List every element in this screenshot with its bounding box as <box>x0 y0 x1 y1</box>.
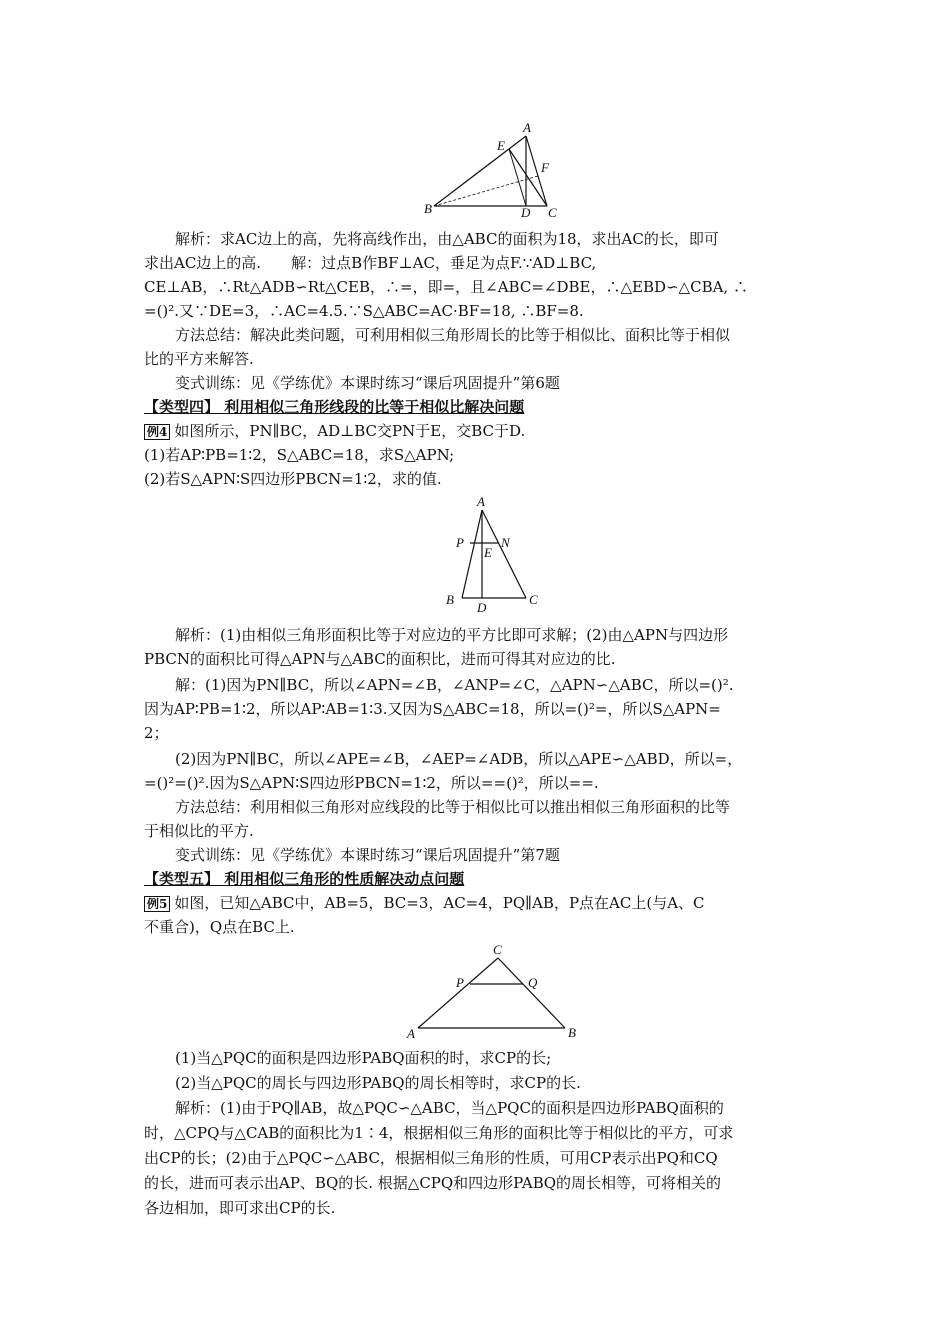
text-line: 不重合)，Q点在BC上. <box>144 918 295 936</box>
text-line: 解：(1)因为PN∥BC，所以∠APN=∠B，∠ANP=∠C，△APN∽△ABC，所以=()². <box>175 676 734 694</box>
section-header-type4: 【类型四】 利用相似三角形线段的比等于相似比解决问题 <box>144 398 525 416</box>
fig1-label-b: B <box>424 201 432 216</box>
fig2-label-e: E <box>484 545 492 560</box>
fig3-label-b: B <box>568 1025 576 1040</box>
text-line: 求出AC边上的高. 解：过点B作BF⊥AC，垂足为点F.∵AD⊥BC, <box>144 254 597 272</box>
text-line: =()²=()².因为S△APN∶S四边形PBCN=1∶2，所以==()²，所以==. <box>144 774 599 792</box>
figure3-svg <box>400 940 590 1042</box>
fig3-label-c: C <box>493 942 502 957</box>
example-4-line <box>144 419 810 443</box>
example-5-line <box>144 891 810 915</box>
fig3-label-a: A <box>407 1026 415 1041</box>
fig3-label-q: Q <box>528 975 538 990</box>
fig1-label-c: C <box>548 205 557 220</box>
fig2-label-a: A <box>477 494 485 509</box>
text-line: (2)若S△APN∶S四边形PBCN=1∶2，求的值. <box>144 470 442 488</box>
text-line: =()².又∵DE=3，∴AC=4.5.∵S△ABC=AC·BF=18, ∴BF=8. <box>144 302 584 320</box>
fig1-label-f: F <box>541 160 549 175</box>
fig1-label-d: D <box>521 205 531 220</box>
fig2-label-d: D <box>477 600 487 615</box>
text-line: 变式训练：见《学练优》本课时练习“课后巩固提升”第7题 <box>175 846 560 864</box>
text-line: (1)当△PQC的面积是四边形PABQ面积的时，求CP的长; <box>175 1049 552 1067</box>
figure1-svg <box>420 118 570 224</box>
text-line: 时，△CPQ与△CAB的面积比为1∶4，根据相似三角形的面积比等于相似比的平方，可求 <box>144 1124 734 1142</box>
text-line: 2； <box>144 724 169 742</box>
figure-triangle-pqc <box>400 940 590 1042</box>
text-line: CE⊥AB，∴Rt△ADB∽Rt△CEB，∴=，即=，且∠ABC=∠DBE，∴△EBD∽△CBA, ∴ <box>144 278 748 296</box>
text-span: 如图所示，PN∥BC，AD⊥BC交PN于E，交BC于D. <box>174 422 526 440</box>
text-line: 方法总结：解决此类问题，可利用相似三角形周长的比等于相似比、面积比等于相似 <box>175 326 731 344</box>
fig2-label-b: B <box>446 592 454 607</box>
fig1-label-a: A <box>523 120 531 135</box>
text-line: 解析：求AC边上的高，先将高线作出，由△ABC的面积为18，求出AC的长，即可 <box>175 230 719 248</box>
text-line: (2)因为PN∥BC，所以∠APE=∠B，∠AEP=∠ADB，所以△APE∽△ABD，所以=， <box>175 750 743 768</box>
text-line: 解析：(1)由于PQ∥AB，故△PQC∽△ABC，当△PQC的面积是四边形PABQ面积的 <box>175 1099 724 1117</box>
text-line: 于相似比的平方. <box>144 822 254 840</box>
text-line: 解析：(1)由相似三角形面积比等于对应边的平方比即可求解；(2)由△APN与四边形 <box>175 626 729 644</box>
text-line: 方法总结：利用相似三角形对应线段的比等于相似比可以推出相似三角形面积的比等 <box>175 798 731 816</box>
fig2-label-p: P <box>456 535 464 550</box>
text-line: 的长，进而可表示出AP、BQ的长. 根据△CPQ和四边形PABQ的周长相等，可将相关的 <box>144 1174 722 1192</box>
figure-triangle-abc-heights <box>420 118 570 224</box>
fig3-label-p: P <box>456 975 464 990</box>
figure-triangle-apn <box>440 494 550 616</box>
text-line: (2)当△PQC的周长与四边形PABQ的周长相等时，求CP的长. <box>175 1074 581 1092</box>
fig2-label-n: N <box>501 535 510 550</box>
text-line: PBCN的面积比可得△APN与△ABC的面积比，进而可得其对应边的比. <box>144 650 616 668</box>
text-line: 出CP的长；(2)由于△PQC∽△ABC，根据相似三角形的性质，可用CP表示出PQ和CQ <box>144 1149 718 1167</box>
text-line: 变式训练：见《学练优》本课时练习“课后巩固提升”第6题 <box>175 374 560 392</box>
figure2-svg <box>440 494 550 616</box>
text-span: 如图，已知△ABC中，AB=5，BC=3，AC=4，PQ∥AB，P点在AC上(与A、C <box>174 894 705 912</box>
text-line: (1)若AP∶PB=1∶2，S△ABC=18，求S△APN; <box>144 446 455 464</box>
example-badge: 例4 <box>144 424 170 440</box>
example-badge: 例5 <box>144 896 170 912</box>
fig1-label-e: E <box>497 138 505 153</box>
section-header-type5: 【类型五】 利用相似三角形的性质解决动点问题 <box>144 870 465 888</box>
text-line: 比的平方来解答. <box>144 350 254 368</box>
fig2-label-c: C <box>529 592 538 607</box>
text-line: 各边相加，即可求出CP的长. <box>144 1199 336 1217</box>
text-line: 因为AP∶PB=1∶2，所以AP∶AB=1∶3.又因为S△ABC=18，所以=()²=，所以S△APN= <box>144 700 721 718</box>
